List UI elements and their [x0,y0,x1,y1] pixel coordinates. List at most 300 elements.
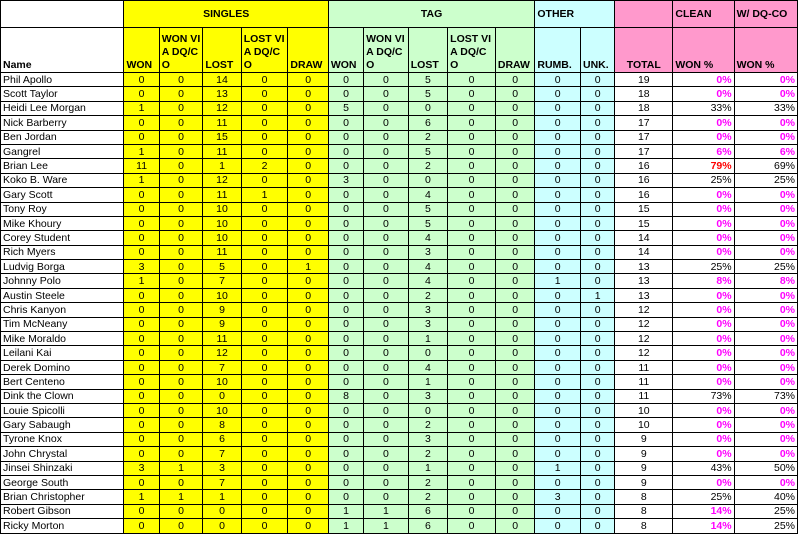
singles-won-dqco-cell: 0 [159,403,203,417]
tag-draw-cell: 0 [495,274,534,288]
wrestler-name: Gary Scott [1,188,124,202]
total-cell: 12 [615,346,673,360]
tag-won-dqco-cell: 0 [364,231,409,245]
tag-won-dqco-cell: 0 [364,288,409,302]
clean-won-pct-cell: 0% [673,447,734,461]
tag-draw-cell: 0 [495,447,534,461]
tag-lost-dqco-cell: 0 [448,519,496,533]
singles-won-cell: 0 [124,188,159,202]
unknown-cell: 0 [581,375,615,389]
singles-lost-dqco-cell: 0 [241,447,288,461]
tag-lost-cell: 0 [408,403,447,417]
wrestler-name: Heidi Lee Morgan [1,101,124,115]
tag-won-dqco-cell: 0 [364,130,409,144]
tag-lost-cell: 0 [408,346,447,360]
wdoco-won-pct-cell: 0% [734,188,797,202]
wdoco-won-pct-cell: 73% [734,389,797,403]
singles-lost-cell: 0 [203,504,241,518]
table-row [1,73,798,87]
tag-won-dqco-cell: 0 [364,260,409,274]
rumble-cell: 0 [535,87,581,101]
tag-draw-cell: 0 [495,216,534,230]
wdoco-won-pct-cell: 0% [734,288,797,302]
tag-draw-cell: 0 [495,231,534,245]
singles-won-dqco-cell: 0 [159,87,203,101]
singles-draw-cell: 0 [288,144,328,158]
tag-lost-cell: 1 [408,375,447,389]
table-row [1,360,798,374]
singles-lost-dqco-cell: 0 [241,346,288,360]
singles-lost-cell: 0 [203,519,241,533]
singles-won-cell: 0 [124,231,159,245]
total-cell: 12 [615,303,673,317]
rumble-cell: 0 [535,202,581,216]
tag-draw-cell: 0 [495,389,534,403]
singles-draw-cell: 0 [288,346,328,360]
total-cell: 11 [615,360,673,374]
col-total: TOTAL [615,28,673,73]
tag-lost-dqco-cell: 0 [448,332,496,346]
tag-lost-dqco-cell: 0 [448,461,496,475]
tag-lost-dqco-cell: 0 [448,432,496,446]
wrestler-name: Phil Apollo [1,73,124,87]
tag-draw-cell: 0 [495,375,534,389]
tag-lost-cell: 3 [408,432,447,446]
col-tag-won: WON [328,28,363,73]
wrestler-name: Mike Khoury [1,216,124,230]
wrestler-name: Bert Centeno [1,375,124,389]
tag-lost-cell: 4 [408,231,447,245]
wrestler-name: John Chrystal [1,447,124,461]
tag-draw-cell: 0 [495,116,534,130]
singles-lost-dqco-cell: 0 [241,274,288,288]
singles-lost-dqco-cell: 0 [241,288,288,302]
tag-lost-cell: 2 [408,447,447,461]
clean-won-pct-cell: 0% [673,130,734,144]
tag-lost-cell: 4 [408,274,447,288]
wdoco-won-pct-cell: 0% [734,346,797,360]
total-cell: 9 [615,432,673,446]
tag-lost-cell: 6 [408,504,447,518]
table-row [1,216,798,230]
singles-won-cell: 0 [124,245,159,259]
wdoco-won-pct-cell: 0% [734,432,797,446]
singles-lost-dqco-cell: 2 [241,159,288,173]
wrestler-name: Jinsei Shinzaki [1,461,124,475]
singles-draw-cell: 0 [288,403,328,417]
tag-lost-dqco-cell: 0 [448,73,496,87]
blank-header-cell [1,1,124,28]
singles-won-cell: 3 [124,461,159,475]
singles-lost-cell: 1 [203,159,241,173]
singles-draw-cell: 0 [288,360,328,374]
tag-lost-dqco-cell: 0 [448,475,496,489]
singles-won-cell: 0 [124,73,159,87]
tag-won-dqco-cell: 0 [364,475,409,489]
singles-won-cell: 0 [124,375,159,389]
tag-won-cell: 0 [328,303,363,317]
tag-lost-dqco-cell: 0 [448,360,496,374]
tag-lost-cell: 3 [408,389,447,403]
singles-draw-cell: 0 [288,245,328,259]
table-row [1,188,798,202]
singles-won-cell: 0 [124,87,159,101]
singles-lost-cell: 7 [203,360,241,374]
singles-lost-cell: 11 [203,332,241,346]
table-row [1,461,798,475]
tag-won-dqco-cell: 0 [364,73,409,87]
col-singles-won: WON [124,28,159,73]
unknown-cell: 0 [581,447,615,461]
tag-lost-dqco-cell: 0 [448,447,496,461]
clean-won-pct-cell: 0% [673,418,734,432]
singles-draw-cell: 0 [288,504,328,518]
wdoco-won-pct-cell: 8% [734,274,797,288]
wdoco-won-pct-cell: 50% [734,461,797,475]
column-header-row [1,28,798,73]
tag-won-dqco-cell: 0 [364,346,409,360]
clean-won-pct-cell: 0% [673,188,734,202]
table-row [1,375,798,389]
tag-won-cell: 5 [328,101,363,115]
table-row [1,245,798,259]
singles-won-cell: 0 [124,447,159,461]
col-singles-won-dqco: WON VIA DQ/CO [159,28,203,73]
col-unknown: UNK. [581,28,615,73]
singles-group-header: SINGLES [124,1,328,28]
singles-draw-cell: 0 [288,389,328,403]
table-row [1,346,798,360]
wrestler-name: Ludvig Borga [1,260,124,274]
tag-won-cell: 0 [328,216,363,230]
tag-lost-cell: 5 [408,144,447,158]
singles-lost-dqco-cell: 0 [241,432,288,446]
total-cell: 17 [615,130,673,144]
tag-draw-cell: 0 [495,432,534,446]
rumble-cell: 0 [535,346,581,360]
wrestler-name: Austin Steele [1,288,124,302]
clean-group-header: CLEAN [673,1,734,28]
singles-lost-cell: 9 [203,317,241,331]
clean-won-pct-cell: 43% [673,461,734,475]
unknown-cell: 0 [581,303,615,317]
rumble-cell: 0 [535,432,581,446]
tag-lost-cell: 4 [408,188,447,202]
tag-lost-cell: 2 [408,418,447,432]
tag-won-dqco-cell: 0 [364,274,409,288]
singles-draw-cell: 0 [288,216,328,230]
total-cell: 19 [615,73,673,87]
rumble-cell: 0 [535,101,581,115]
tag-lost-dqco-cell: 0 [448,159,496,173]
rumble-cell: 0 [535,260,581,274]
tag-won-dqco-cell: 0 [364,461,409,475]
rumble-cell: 0 [535,216,581,230]
tag-lost-cell: 3 [408,245,447,259]
singles-won-dqco-cell: 0 [159,332,203,346]
singles-lost-cell: 10 [203,202,241,216]
tag-won-cell: 0 [328,403,363,417]
singles-draw-cell: 0 [288,274,328,288]
clean-won-pct-cell: 73% [673,389,734,403]
singles-won-dqco-cell: 0 [159,475,203,489]
wrestler-name: Scott Taylor [1,87,124,101]
wrestler-name: Dink the Clown [1,389,124,403]
rumble-cell: 0 [535,447,581,461]
singles-won-cell: 0 [124,130,159,144]
unknown-cell: 0 [581,101,615,115]
tag-lost-dqco-cell: 0 [448,173,496,187]
tag-lost-dqco-cell: 0 [448,504,496,518]
clean-won-pct-cell: 0% [673,375,734,389]
rumble-cell: 0 [535,504,581,518]
wdoco-won-pct-cell: 0% [734,317,797,331]
clean-won-pct-cell: 33% [673,101,734,115]
singles-draw-cell: 0 [288,447,328,461]
tag-draw-cell: 0 [495,317,534,331]
singles-draw-cell: 0 [288,418,328,432]
total-cell: 9 [615,447,673,461]
singles-lost-cell: 7 [203,447,241,461]
wrestler-name: Mike Moraldo [1,332,124,346]
tag-won-cell: 0 [328,490,363,504]
wrestler-name: Louie Spicolli [1,403,124,417]
tag-won-dqco-cell: 0 [364,447,409,461]
tag-draw-cell: 0 [495,260,534,274]
singles-lost-dqco-cell: 0 [241,418,288,432]
tag-lost-cell: 3 [408,303,447,317]
col-tag-won-dqco: WON VIA DQ/CO [364,28,409,73]
singles-draw-cell: 0 [288,159,328,173]
table-row [1,231,798,245]
table-row [1,432,798,446]
col-rumble: RUMB. [535,28,581,73]
rumble-cell: 0 [535,389,581,403]
singles-lost-dqco-cell: 1 [241,188,288,202]
tag-won-cell: 0 [328,360,363,374]
tag-won-cell: 0 [328,130,363,144]
tag-lost-cell: 0 [408,173,447,187]
tag-lost-dqco-cell: 0 [448,116,496,130]
tag-lost-dqco-cell: 0 [448,216,496,230]
tag-won-cell: 0 [328,260,363,274]
tag-won-dqco-cell: 0 [364,144,409,158]
singles-won-dqco-cell: 0 [159,519,203,533]
singles-won-dqco-cell: 0 [159,73,203,87]
singles-draw-cell: 0 [288,73,328,87]
tag-draw-cell: 0 [495,461,534,475]
unknown-cell: 0 [581,260,615,274]
singles-lost-dqco-cell: 0 [241,73,288,87]
singles-won-dqco-cell: 1 [159,490,203,504]
singles-won-dqco-cell: 0 [159,216,203,230]
tag-won-cell: 1 [328,519,363,533]
unknown-cell: 0 [581,202,615,216]
unknown-cell: 0 [581,159,615,173]
singles-won-dqco-cell: 0 [159,418,203,432]
tag-won-dqco-cell: 0 [364,360,409,374]
singles-draw-cell: 0 [288,490,328,504]
tag-draw-cell: 0 [495,360,534,374]
singles-won-dqco-cell: 0 [159,188,203,202]
tag-lost-cell: 1 [408,332,447,346]
table-row [1,130,798,144]
rumble-cell: 0 [535,231,581,245]
singles-won-cell: 0 [124,288,159,302]
clean-won-pct-cell: 0% [673,73,734,87]
singles-won-dqco-cell: 0 [159,130,203,144]
singles-draw-cell: 0 [288,116,328,130]
total-cell: 15 [615,202,673,216]
wdoco-won-pct-cell: 0% [734,403,797,417]
singles-lost-dqco-cell: 0 [241,116,288,130]
tag-lost-cell: 2 [408,475,447,489]
wrestler-name: Johnny Polo [1,274,124,288]
tag-won-dqco-cell: 0 [364,116,409,130]
singles-won-cell: 11 [124,159,159,173]
singles-lost-dqco-cell: 0 [241,317,288,331]
tag-won-dqco-cell: 0 [364,317,409,331]
unknown-cell: 0 [581,87,615,101]
tag-lost-dqco-cell: 0 [448,490,496,504]
singles-draw-cell: 0 [288,101,328,115]
clean-won-pct-cell: 0% [673,288,734,302]
clean-won-pct-cell: 0% [673,432,734,446]
table-row [1,202,798,216]
singles-lost-cell: 7 [203,274,241,288]
unknown-cell: 0 [581,188,615,202]
tag-won-dqco-cell: 0 [364,101,409,115]
total-cell: 14 [615,245,673,259]
singles-won-dqco-cell: 0 [159,144,203,158]
tag-lost-cell: 2 [408,490,447,504]
table-row [1,173,798,187]
total-cell: 10 [615,418,673,432]
wrestler-name: Gangrel [1,144,124,158]
table-row [1,116,798,130]
unknown-cell: 0 [581,389,615,403]
tag-won-dqco-cell: 0 [364,418,409,432]
wdoco-won-pct-cell: 0% [734,116,797,130]
tag-lost-cell: 1 [408,461,447,475]
singles-lost-cell: 11 [203,144,241,158]
tag-won-cell: 0 [328,332,363,346]
wdoco-won-pct-cell: 69% [734,159,797,173]
singles-lost-dqco-cell: 0 [241,245,288,259]
table-row [1,389,798,403]
tag-lost-cell: 3 [408,317,447,331]
table-row [1,504,798,518]
singles-lost-cell: 9 [203,303,241,317]
clean-won-pct-cell: 0% [673,202,734,216]
singles-won-cell: 0 [124,332,159,346]
tag-draw-cell: 0 [495,188,534,202]
tag-draw-cell: 0 [495,159,534,173]
singles-lost-cell: 12 [203,346,241,360]
tag-lost-dqco-cell: 0 [448,202,496,216]
singles-lost-cell: 15 [203,130,241,144]
tag-lost-dqco-cell: 0 [448,317,496,331]
singles-won-cell: 3 [124,260,159,274]
singles-won-cell: 1 [124,274,159,288]
clean-won-pct-cell: 0% [673,231,734,245]
table-row [1,519,798,533]
rumble-cell: 0 [535,332,581,346]
col-singles-draw: DRAW [288,28,328,73]
tag-lost-dqco-cell: 0 [448,260,496,274]
rumble-cell: 0 [535,303,581,317]
tag-won-dqco-cell: 0 [364,403,409,417]
clean-won-pct-cell: 25% [673,490,734,504]
rumble-cell: 0 [535,173,581,187]
clean-won-pct-cell: 0% [673,317,734,331]
tag-draw-cell: 0 [495,332,534,346]
tag-won-cell: 0 [328,274,363,288]
singles-draw-cell: 0 [288,461,328,475]
wdoco-won-pct-cell: 0% [734,130,797,144]
tag-won-cell: 0 [328,475,363,489]
singles-draw-cell: 0 [288,303,328,317]
singles-won-dqco-cell: 0 [159,504,203,518]
col-tag-draw: DRAW [495,28,534,73]
tag-lost-dqco-cell: 0 [448,288,496,302]
tag-lost-cell: 5 [408,202,447,216]
col-tag-lost-dqco: LOST VIA DQ/CO [448,28,496,73]
wdoco-won-pct-cell: 0% [734,216,797,230]
tag-won-dqco-cell: 0 [364,188,409,202]
total-cell: 17 [615,116,673,130]
singles-draw-cell: 0 [288,317,328,331]
table-row [1,260,798,274]
other-group-header: OTHER [535,1,615,28]
col-singles-lost-dqco: LOST VIA DQ/CO [241,28,288,73]
rumble-cell: 0 [535,475,581,489]
wdoco-won-pct-cell: 25% [734,519,797,533]
singles-lost-dqco-cell: 0 [241,461,288,475]
tag-draw-cell: 0 [495,202,534,216]
total-cell: 18 [615,101,673,115]
tag-draw-cell: 0 [495,346,534,360]
total-cell: 11 [615,389,673,403]
unknown-cell: 0 [581,116,615,130]
tag-won-dqco-cell: 0 [364,159,409,173]
singles-draw-cell: 1 [288,260,328,274]
singles-lost-dqco-cell: 0 [241,403,288,417]
table-row [1,403,798,417]
singles-won-cell: 1 [124,490,159,504]
col-clean-won-pct: WON % [673,28,734,73]
singles-won-dqco-cell: 0 [159,303,203,317]
tag-draw-cell: 0 [495,490,534,504]
wdoco-won-pct-cell: 0% [734,202,797,216]
rumble-cell: 1 [535,461,581,475]
tag-won-cell: 0 [328,346,363,360]
rumble-cell: 0 [535,116,581,130]
clean-won-pct-cell: 14% [673,504,734,518]
wrestler-name: Tyrone Knox [1,432,124,446]
clean-won-pct-cell: 0% [673,403,734,417]
tag-lost-cell: 6 [408,116,447,130]
unknown-cell: 0 [581,346,615,360]
tag-lost-cell: 4 [408,360,447,374]
wdoco-won-pct-cell: 0% [734,87,797,101]
tag-lost-dqco-cell: 0 [448,418,496,432]
tag-won-cell: 0 [328,447,363,461]
clean-won-pct-cell: 6% [673,144,734,158]
tag-won-dqco-cell: 0 [364,303,409,317]
tag-lost-dqco-cell: 0 [448,274,496,288]
tag-lost-cell: 4 [408,260,447,274]
